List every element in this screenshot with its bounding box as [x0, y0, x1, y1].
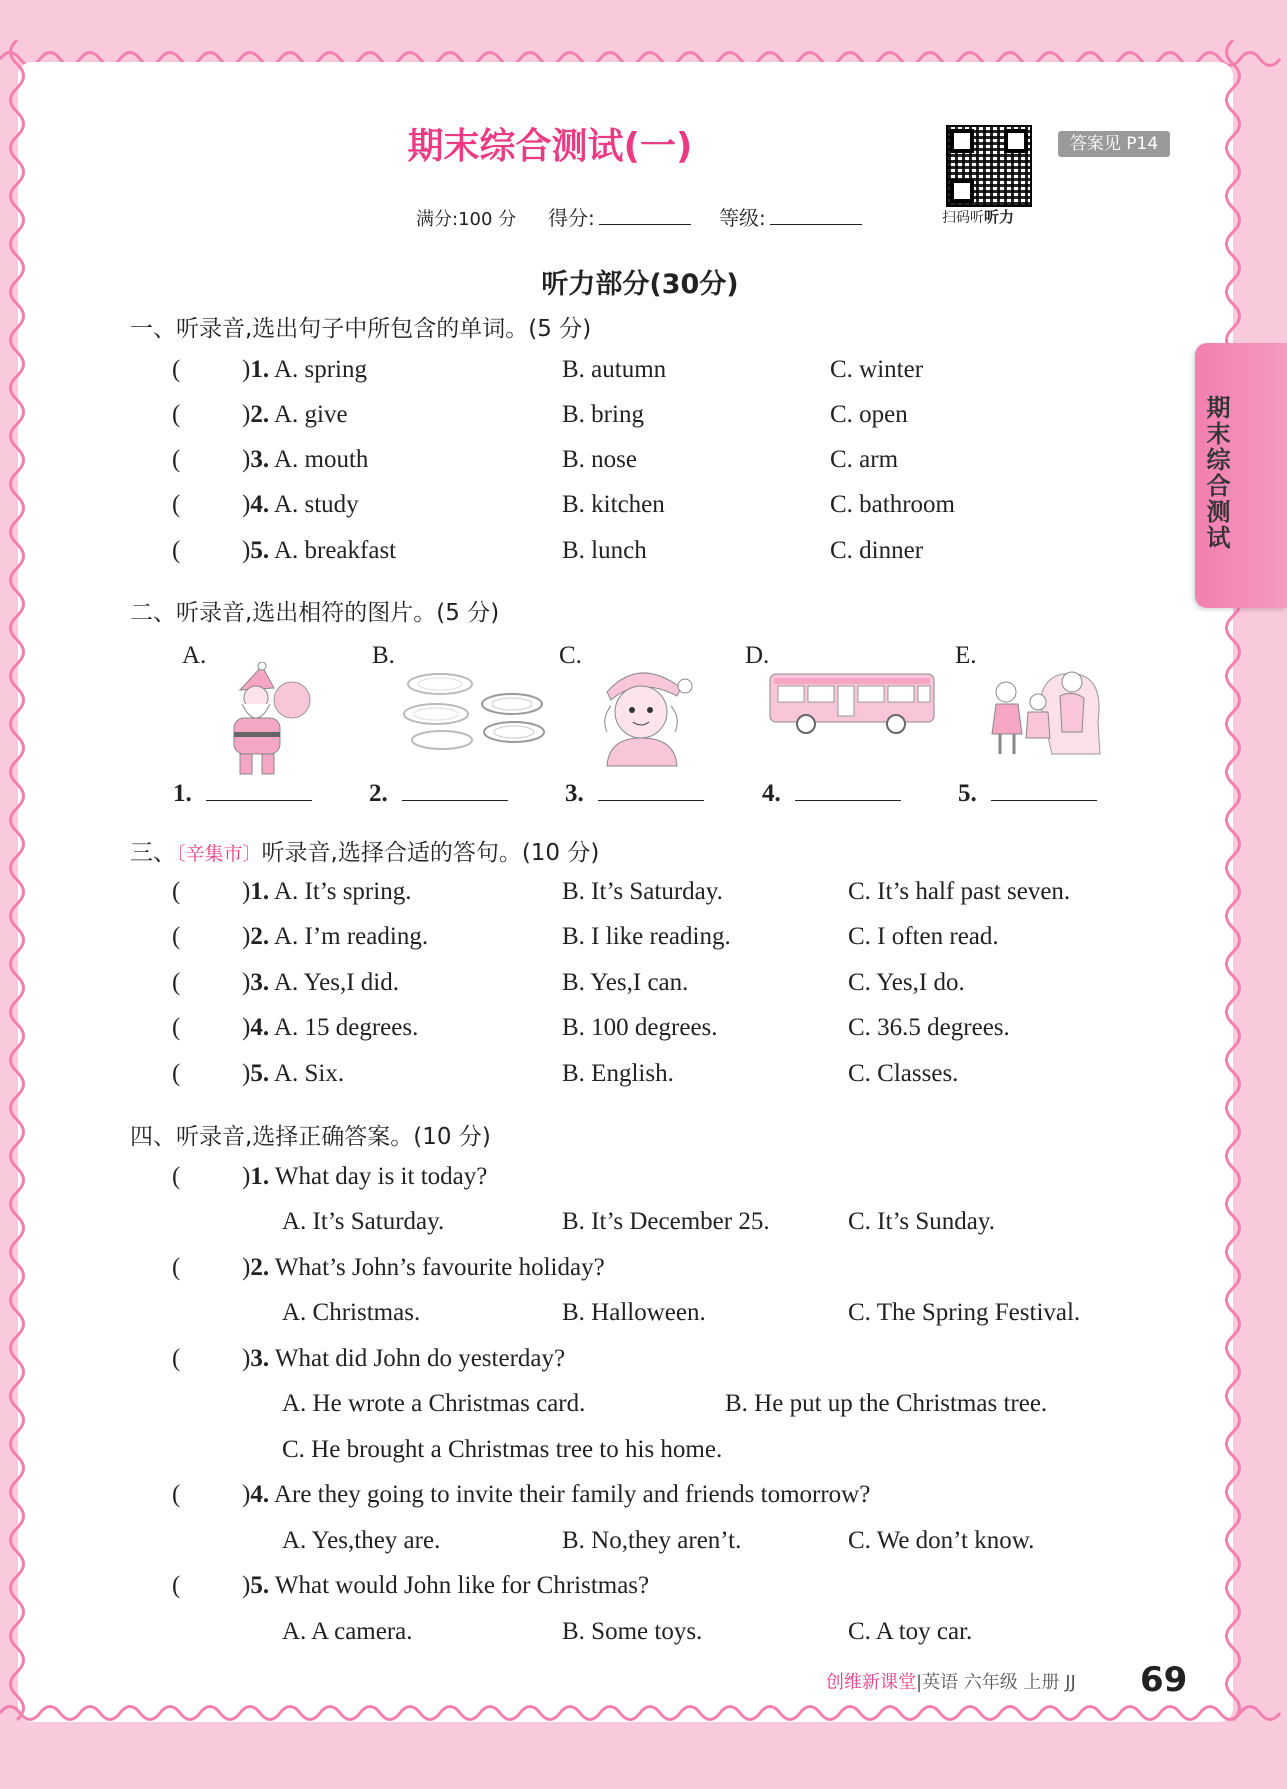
answer-paren[interactable]: (	[172, 1481, 181, 1508]
option-c: C. Classes.	[848, 1060, 959, 1087]
picture-answer-1[interactable]: 1.	[173, 778, 312, 808]
full-score: 满分:100 分	[416, 209, 517, 230]
option-c: C. A toy car.	[848, 1618, 973, 1645]
answer-paren[interactable]: (	[172, 969, 181, 996]
brand-name: 创维新课堂	[826, 1672, 916, 1693]
answer-paren[interactable]: (	[172, 1060, 181, 1087]
footer-details: |英语 六年级 上册 JJ	[916, 1672, 1076, 1693]
wavy-border-bottom	[0, 1700, 1287, 1726]
option-b: B. Halloween.	[562, 1299, 706, 1326]
region-tag: 〔辛集市〕	[176, 843, 262, 865]
option-b: B. It’s Saturday.	[562, 878, 723, 905]
option-c: C. It’s Sunday.	[848, 1208, 995, 1235]
option-b: B. lunch	[562, 537, 647, 564]
answer-paren[interactable]: (	[172, 1254, 181, 1281]
score-label: 得分:	[547, 206, 595, 230]
answer-paren[interactable]: (	[172, 356, 181, 383]
santa-claus-icon	[212, 662, 312, 777]
option-b: B. 100 degrees.	[562, 1014, 718, 1041]
plates-icon	[402, 662, 547, 757]
picture-answer-5[interactable]: 5.	[958, 778, 1097, 808]
option-b: B. It’s December 25.	[562, 1208, 770, 1235]
picture-answer-3[interactable]: 3.	[565, 778, 704, 808]
option-a: A. A camera.	[282, 1618, 413, 1645]
option-c: C. winter	[830, 356, 924, 383]
option-b: B. Some toys.	[562, 1618, 703, 1645]
answer-paren[interactable]: (	[172, 923, 181, 950]
qr-caption: 扫码听听力	[942, 208, 1015, 226]
answer-paren[interactable]: (	[172, 401, 181, 428]
option-c: C. Yes,I do.	[848, 969, 965, 996]
answer-paren[interactable]: (	[172, 878, 181, 905]
answer-paren[interactable]: (	[172, 1014, 181, 1041]
picture-letter-c: C.	[559, 642, 582, 669]
answer-reference-badge: 答案见 P14	[1058, 131, 1170, 157]
option-a: A. Christmas.	[282, 1299, 421, 1326]
option-b: B. nose	[562, 446, 637, 473]
grade-blank[interactable]	[770, 206, 862, 225]
option-c: C. He brought a Christmas tree to his home.	[282, 1436, 723, 1463]
option-c: C. I often read.	[848, 923, 999, 950]
side-tab-label: 期末综合测试	[1202, 395, 1230, 551]
option-b: B. He put up the Christmas tree.	[725, 1390, 1048, 1417]
grade-label: 等级:	[719, 206, 766, 230]
page-number: 69	[1140, 1660, 1188, 1700]
option-c: C. dinner	[830, 537, 924, 564]
section1-heading: 一、听录音,选出句子中所包含的单词。(5 分)	[130, 316, 592, 342]
option-c: C. We don’t know.	[848, 1527, 1035, 1554]
page-title: 期末综合测试(一)	[407, 126, 693, 167]
picture-letter-b: B.	[372, 642, 395, 669]
answer-paren[interactable]: (	[172, 491, 181, 518]
option-c: C. bathroom	[830, 491, 955, 518]
wavy-border-left	[4, 40, 30, 1730]
footer-publisher	[826, 1668, 1076, 1694]
score-blank[interactable]	[599, 206, 691, 225]
picture-answer-2[interactable]: 2.	[369, 778, 508, 808]
picture-letter-e: E.	[955, 642, 977, 669]
option-b: B. Yes,I can.	[562, 969, 689, 996]
answer-paren[interactable]: (	[172, 537, 181, 564]
picture-answer-4[interactable]: 4.	[762, 778, 901, 808]
picture-letter-a: A.	[182, 642, 207, 669]
section4-heading: 四、听录音,选择正确答案。(10 分)	[130, 1124, 491, 1150]
picture-letter-d: D.	[745, 642, 770, 669]
part-heading: 听力部分(30分)	[541, 269, 739, 300]
score-row	[416, 202, 884, 231]
girl-with-hat-icon	[589, 662, 699, 767]
option-c: C. open	[830, 401, 908, 428]
option-c: C. The Spring Festival.	[848, 1299, 1081, 1326]
option-c: C. arm	[830, 446, 899, 473]
option-a: A. Yes,they are.	[282, 1527, 441, 1554]
option-c: C. 36.5 degrees.	[848, 1014, 1010, 1041]
option-c: C. It’s half past seven.	[848, 878, 1071, 905]
answer-paren[interactable]: (	[172, 1163, 181, 1190]
wavy-border-right	[1220, 40, 1246, 1730]
option-b: B. English.	[562, 1060, 674, 1087]
answer-paren[interactable]: (	[172, 1572, 181, 1599]
answer-paren[interactable]: (	[172, 1345, 181, 1372]
bus-icon	[766, 662, 941, 742]
option-a: A. He wrote a Christmas card.	[282, 1390, 586, 1417]
qr-code-icon[interactable]	[946, 125, 1032, 207]
answer-paren[interactable]: (	[172, 446, 181, 473]
option-b: B. No,they aren’t.	[562, 1527, 742, 1554]
option-b: B. I like reading.	[562, 923, 731, 950]
option-a: A. It’s Saturday.	[282, 1208, 445, 1235]
section3-heading: 三、〔辛集市〕听录音,选择合适的答句。(10 分)	[130, 840, 600, 866]
family-icon	[982, 662, 1107, 762]
section2-heading: 二、听录音,选出相符的图片。(5 分)	[130, 600, 500, 626]
option-b: B. kitchen	[562, 491, 665, 518]
option-b: B. bring	[562, 401, 644, 428]
option-b: B. autumn	[562, 356, 667, 383]
